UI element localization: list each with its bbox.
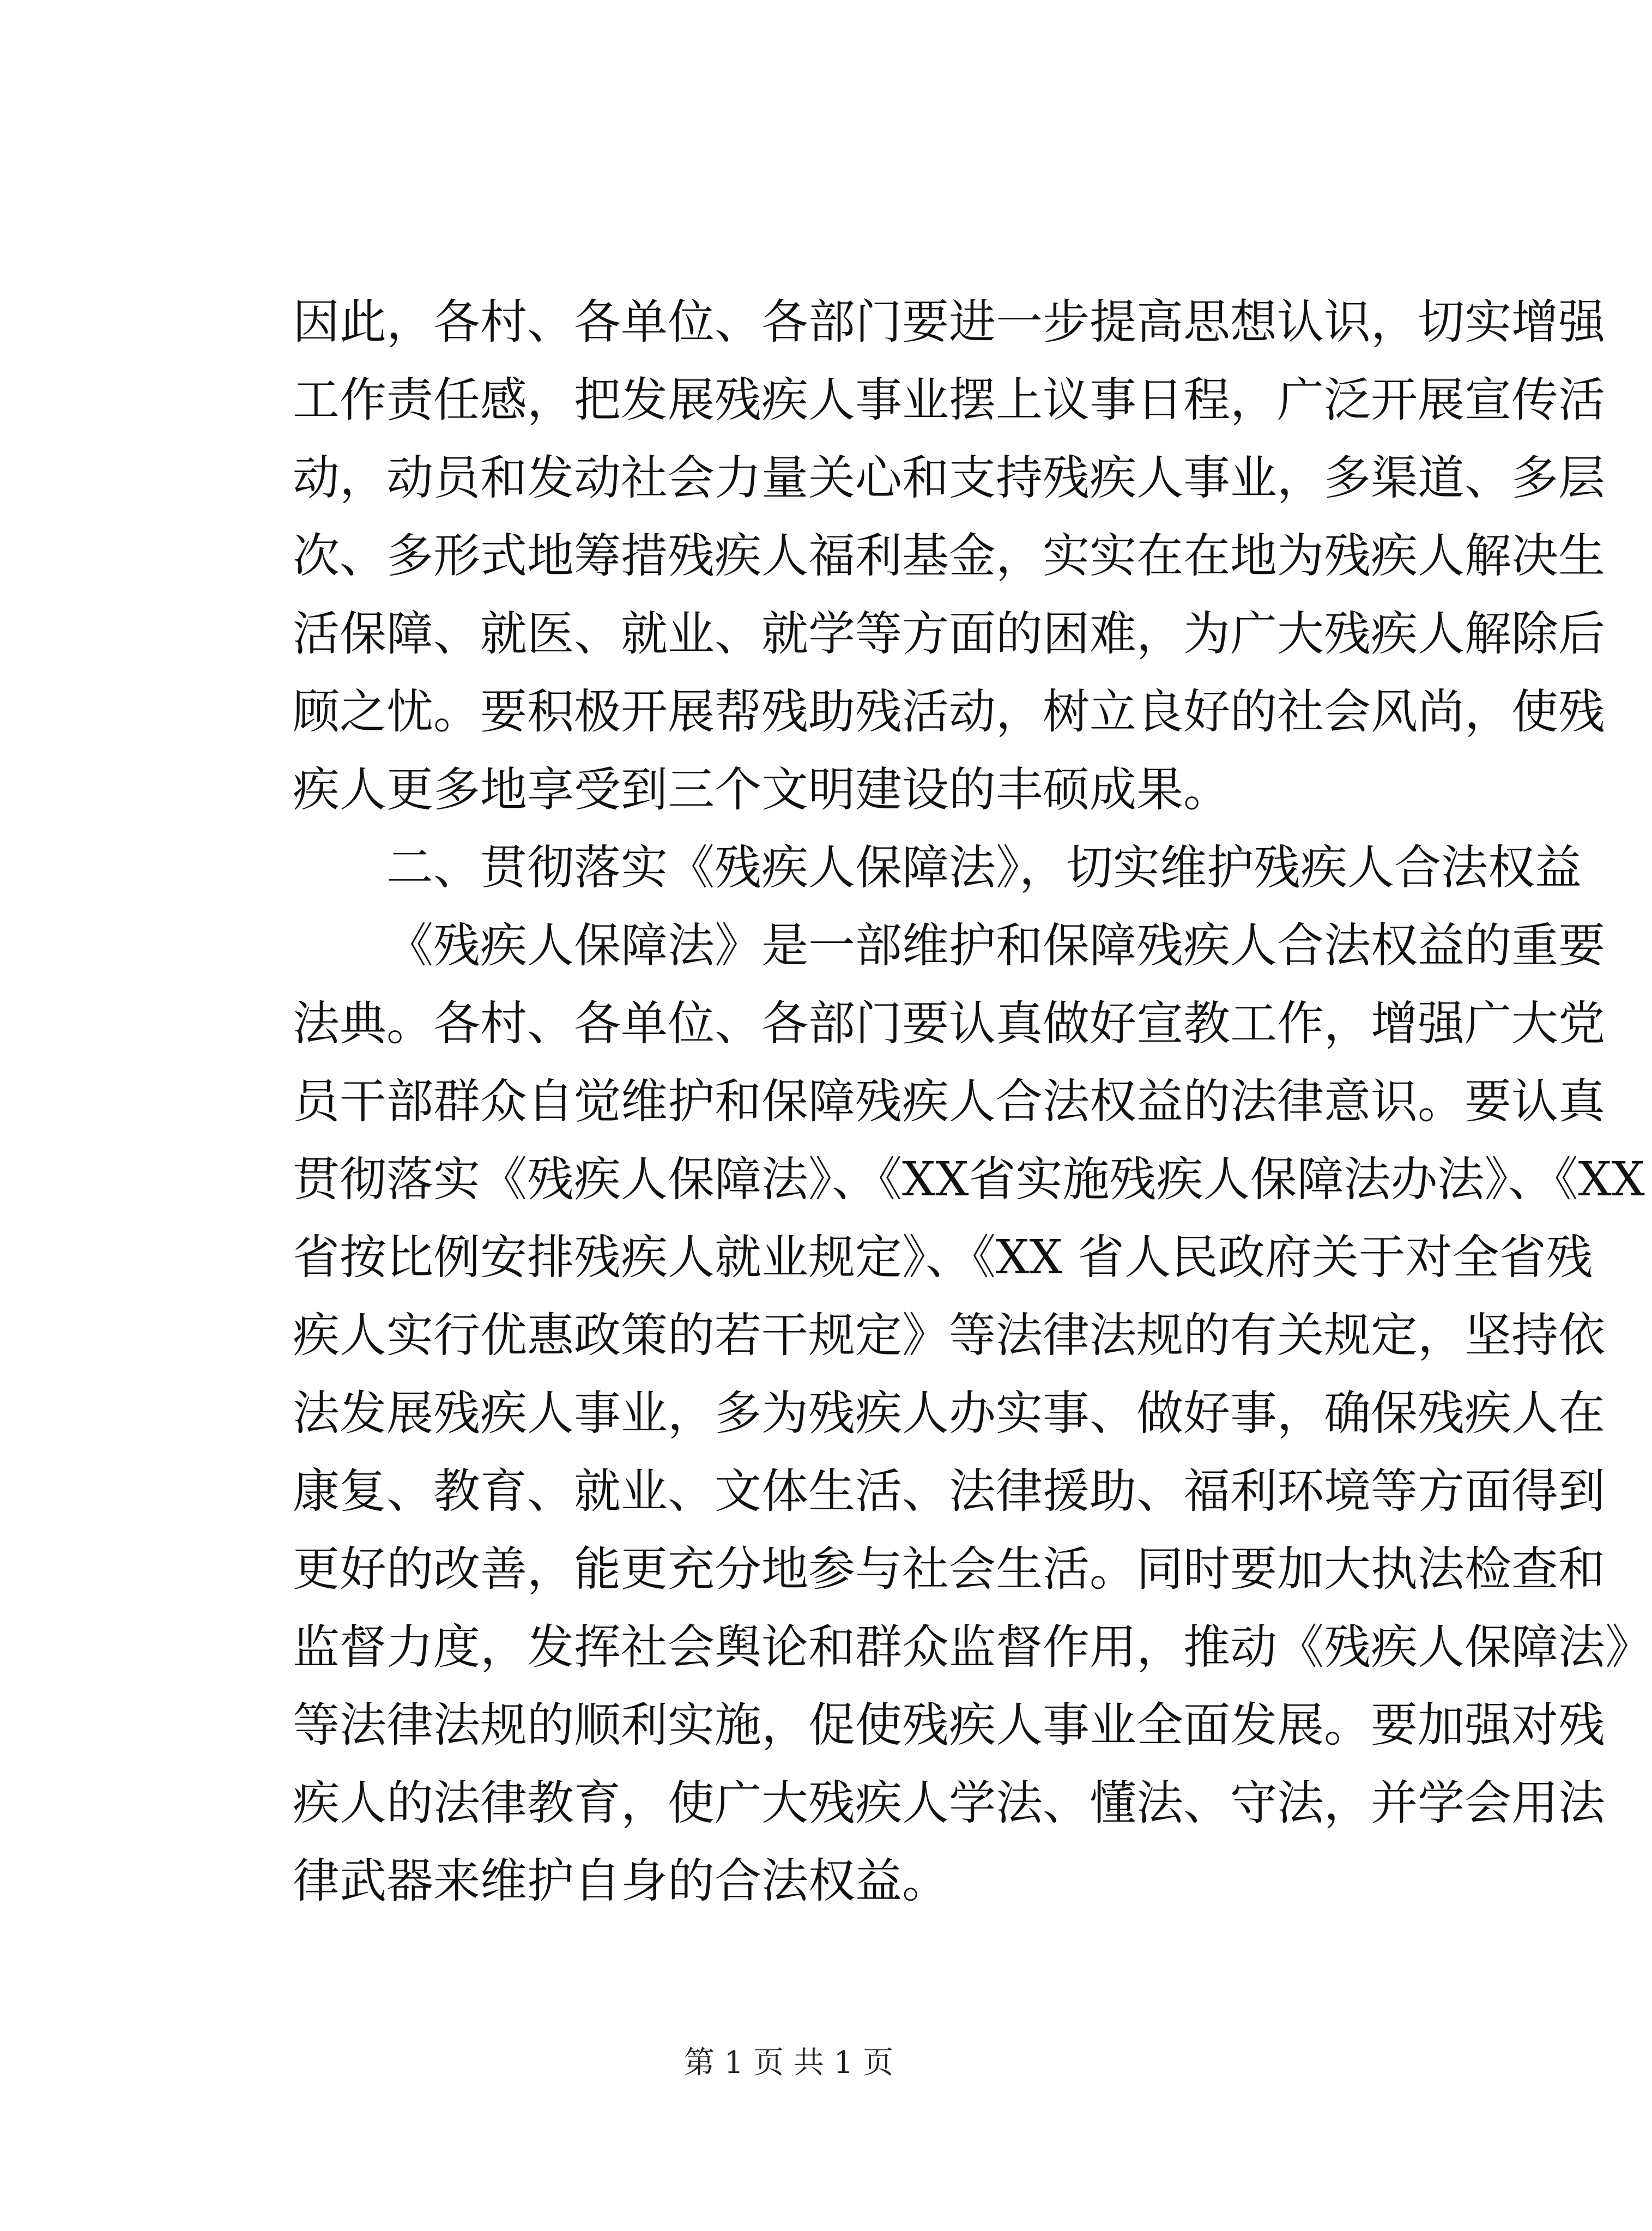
text-line: 顾之忧。要积极开展帮残助残活动，树立良好的社会风尚，使残 <box>293 685 1605 739</box>
text-line: 工作责任感，把发展残疾人事业摆上议事日程，广泛开展宣传活 <box>293 373 1605 427</box>
text-line: 康复、教育、就业、文体生活、法律援助、福利环境等方面得到 <box>293 1464 1605 1519</box>
text-line: 疾人的法律教育，使广大残疾人学法、懂法、守法，并学会用法 <box>293 1776 1605 1830</box>
text-line: 次、多形式地筹措残疾人福利基金，实实在在地为残疾人解决生 <box>293 529 1605 583</box>
text-line: 监督力度，发挥社会舆论和群众监督作用，推动《残疾人保障法》 <box>293 1620 1652 1674</box>
text-line: 《残疾人保障法》是一部维护和保障残疾人合法权益的重要 <box>386 918 1605 973</box>
text-line: 法典。各村、各单位、各部门要认真做好宣教工作，增强广大党 <box>293 996 1605 1051</box>
text-line: 员干部群众自觉维护和保障残疾人合法权益的法律意识。要认真 <box>293 1074 1605 1129</box>
document-body <box>293 283 1652 1920</box>
text-line: 因此，各村、各单位、各部门要进一步提高思想认识，切实增强 <box>293 295 1605 349</box>
page-footer: 第 1 页 共 1 页 <box>683 2045 894 2081</box>
text-line: 疾人实行优惠政策的若干规定》等法律法规的有关规定，坚持依 <box>293 1308 1605 1363</box>
text-line: 省按比例安排残疾人就业规定》、《XX 省人民政府关于对全省残 <box>293 1230 1593 1285</box>
text-line: 疾人更多地享受到三个文明建设的丰硕成果。 <box>293 763 1230 817</box>
text-line: 更好的改善，能更充分地参与社会生活。同时要加大执法检查和 <box>293 1542 1605 1597</box>
text-line: 律武器来维护自身的合法权益。 <box>293 1854 949 1908</box>
text-line: 等法律法规的顺利实施，促使残疾人事业全面发展。要加强对残 <box>293 1698 1605 1752</box>
text-line: 贯彻落实《残疾人保障法》、《XX省实施残疾人保障法办法》、《XX <box>293 1152 1645 1207</box>
text-line: 动，动员和发动社会力量关心和支持残疾人事业，多渠道、多层 <box>293 451 1605 505</box>
section-heading: 二、贯彻落实《残疾人保障法》，切实维护残疾人合法权益 <box>386 841 1582 895</box>
text-line: 活保障、就医、就业、就学等方面的困难，为广大残疾人解除后 <box>293 607 1605 661</box>
text-line: 法发展残疾人事业，多为残疾人办实事、做好事，确保残疾人在 <box>293 1386 1605 1441</box>
